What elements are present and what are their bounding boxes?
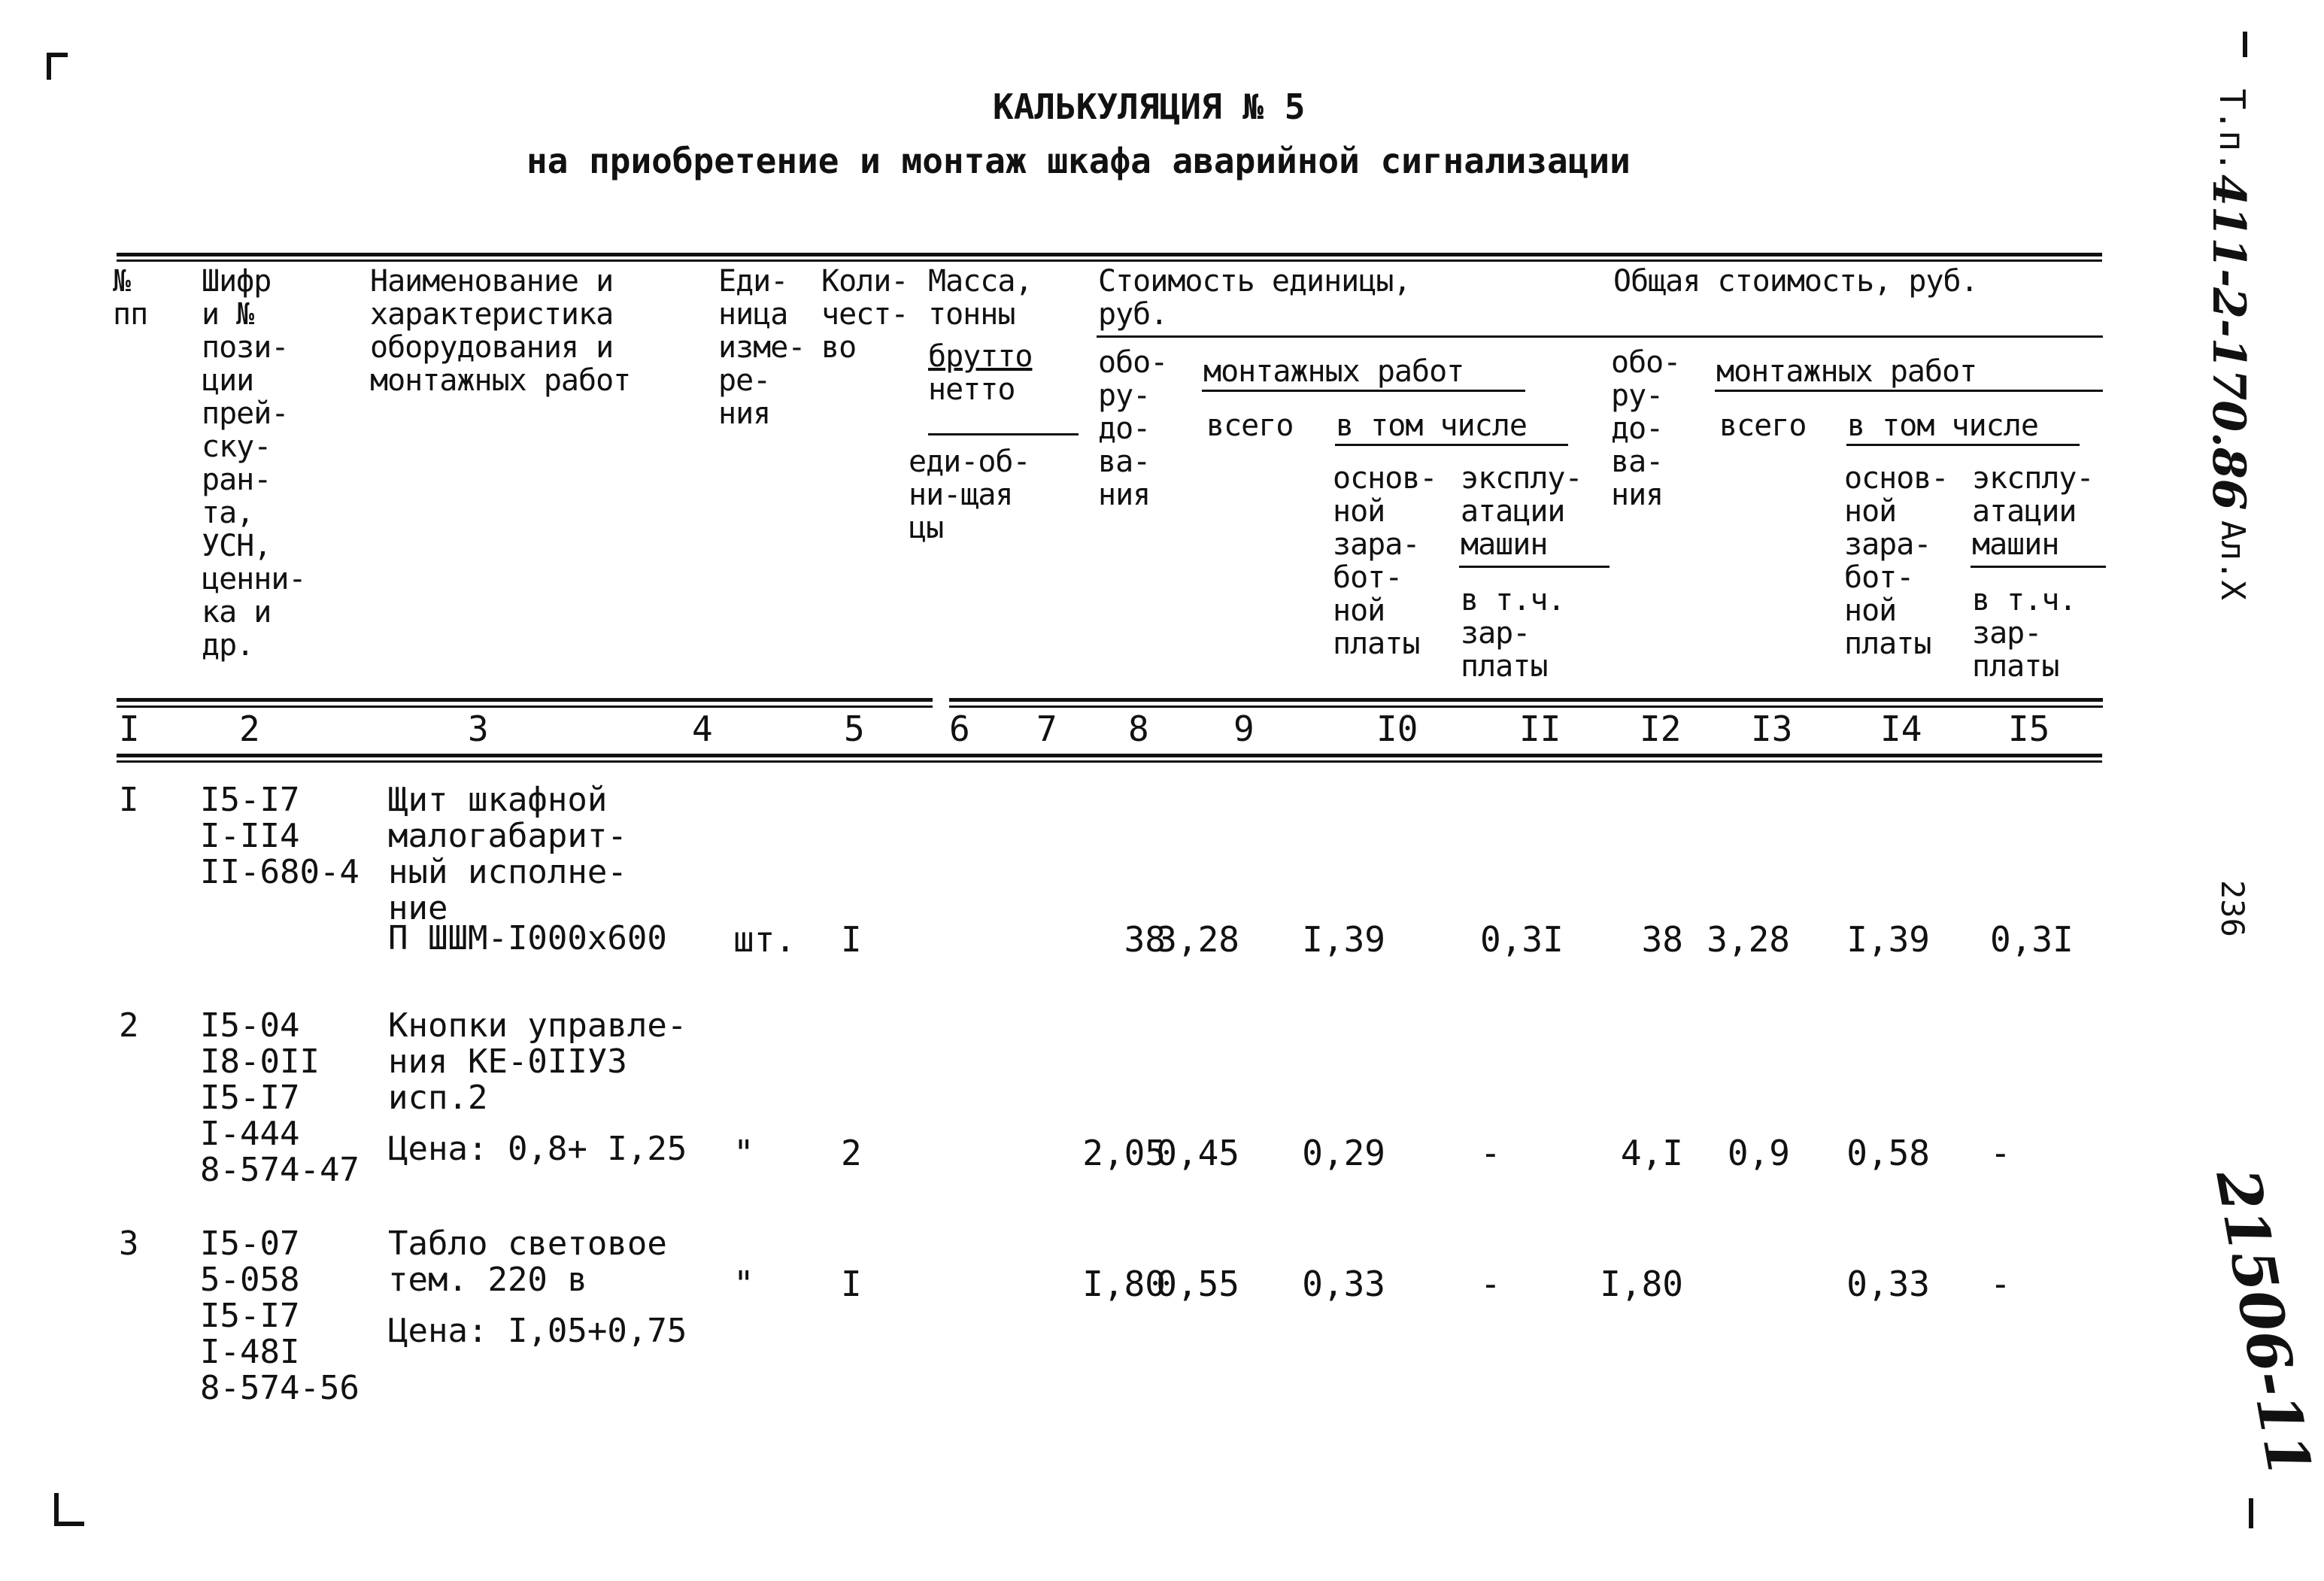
header-col-name: Наименование и характеристика оборудования и монтажных работ	[370, 264, 631, 398]
column-number: I3	[1751, 709, 1793, 749]
header-bottom-rule	[117, 698, 933, 702]
row-value-c8: 2,05	[1082, 1133, 1166, 1173]
rule-under-mont-works	[1202, 390, 1525, 392]
row-qty: I	[841, 1264, 862, 1304]
rule-under-unit-cost	[1097, 335, 2103, 338]
header-bottom-rule-2	[117, 706, 933, 708]
corner-mark-bottom-right	[2249, 1498, 2253, 1528]
header-equip: обо- ру- до- ва- ния	[1098, 345, 1168, 512]
column-number: I2	[1640, 709, 1682, 749]
row-qty: I	[841, 919, 862, 960]
header-unit-cost: Стоимость единицы, руб.	[1098, 264, 1411, 332]
column-number: I5	[2008, 709, 2050, 749]
document-title: КАЛЬКУЛЯЦИЯ № 5	[993, 86, 1306, 127]
row-unit: "	[733, 1264, 754, 1304]
row-number: 3	[119, 1224, 139, 1263]
row-number: I	[119, 781, 139, 819]
table-top-rule-2	[117, 259, 2102, 262]
row-value-c10: 0,33	[1302, 1264, 1385, 1304]
row-value-c13: 0,9	[1727, 1133, 1790, 1173]
row-value-c9: 0,45	[1156, 1133, 1239, 1173]
row-value-c13: 3,28	[1707, 919, 1790, 960]
header-v-t-ch: в т.ч. зар- платы	[1461, 583, 1565, 684]
header-expl-total: эксплу- атации машин	[1972, 461, 2094, 562]
row-value-c12: I,80	[1600, 1264, 1683, 1304]
row-code: I5-07 5-058 I5-I7 I-48I 8-574-56	[200, 1224, 360, 1407]
rule-mass-divider	[928, 433, 1079, 435]
corner-mark-top-right	[2243, 32, 2247, 57]
row-value-c14: I,39	[1846, 919, 1930, 960]
row-value-c15: -	[1990, 1264, 2011, 1304]
header-col-unit: Еди- ница изме- ре- ния	[718, 264, 806, 431]
row-value-c8: I,80	[1082, 1264, 1166, 1304]
column-number: II	[1519, 709, 1561, 749]
header-v-t-ch-total: в т.ч. зар- платы	[1972, 583, 2077, 684]
header-total-cost: Общая стоимость, руб.	[1613, 264, 1978, 299]
column-number: 7	[1036, 709, 1057, 749]
column-number: 9	[1233, 709, 1255, 749]
row-code: I5-04 I8-0II I5-I7 I-444 8-574-47	[200, 1006, 360, 1189]
row-unit: шт.	[733, 919, 796, 960]
header-equip-total: обо- ру- до- ва- ния	[1611, 345, 1681, 512]
header-osn-zp-total: основ- ной зара- бот- ной платы	[1844, 461, 1949, 661]
row-unit: "	[733, 1133, 754, 1173]
row-value-c12: 38	[1641, 919, 1683, 960]
header-mont-works-total: монтажных работ	[1716, 354, 1977, 389]
row-value-c8: 38	[1124, 919, 1166, 960]
side-tp-label: Т.п.	[2212, 89, 2253, 172]
header-bottom-rule-2b	[949, 706, 2103, 708]
header-osn-zp: основ- ной зара- бот- ной платы	[1333, 461, 1437, 661]
row-value-c9: 3,28	[1156, 919, 1239, 960]
side-sheet-label: Ал.Х	[2213, 520, 2252, 600]
header-col-mass-brutto: брутто	[928, 339, 1033, 374]
column-number: 6	[949, 709, 970, 749]
column-number: 4	[692, 709, 713, 749]
rule-under-v-tom-chisle-total	[1846, 444, 2080, 446]
column-number: I4	[1880, 709, 1922, 749]
header-col-mass-unit-total: еди-об- ни-щая цы	[909, 445, 1030, 545]
rule-under-mashin	[1459, 566, 1610, 568]
corner-mark-top-left-h	[47, 53, 68, 57]
rule-under-mont-works-total	[1715, 390, 2103, 392]
row-value-c14: 0,58	[1846, 1133, 1930, 1173]
row-name: Кнопки управле- ния КЕ-0IIУ3 исп.2	[388, 1006, 687, 1117]
column-number: 8	[1128, 709, 1149, 749]
row-name: Щит шкафной малогабарит- ный исполне- ние	[388, 781, 627, 927]
row-name-detail: П ШШМ-I000х600	[388, 919, 667, 957]
column-number: 3	[468, 709, 489, 749]
row-value-c15: 0,3I	[1990, 919, 2074, 960]
row-name: Табло световое тем. 220 в	[388, 1224, 667, 1299]
row-value-c10: 0,29	[1302, 1133, 1385, 1173]
header-v-tom-chisle-total: в том числе	[1847, 408, 2038, 443]
row-value-c9: 0,55	[1156, 1264, 1239, 1304]
side-page-number: 236	[2214, 880, 2251, 937]
header-col-mass-netto: нетто	[928, 372, 1015, 407]
header-col-number: № пп	[113, 264, 148, 332]
row-number: 2	[119, 1006, 139, 1045]
row-value-c14: 0,33	[1846, 1264, 1930, 1304]
colnum-bottom-rule-2	[117, 760, 2102, 763]
row-value-c11: -	[1480, 1264, 1501, 1304]
header-vsego-total: всего	[1719, 408, 1807, 443]
colnum-bottom-rule	[117, 754, 2102, 757]
row-value-c11: -	[1480, 1133, 1501, 1173]
column-number: I	[119, 709, 140, 749]
document-subtitle: на приобретение и монтаж шкафа аварийной сигнализации	[526, 141, 1631, 181]
row-qty: 2	[841, 1133, 862, 1173]
header-col-mass: Масса, тонны	[928, 264, 1033, 332]
row-value-c10: I,39	[1302, 919, 1385, 960]
row-value-c15: -	[1990, 1133, 2011, 1173]
row-name-detail: Цена: 0,8+ I,25	[388, 1130, 687, 1168]
column-number: I0	[1376, 709, 1418, 749]
header-v-tom-chisle: в том числе	[1336, 408, 1527, 443]
row-name-detail: Цена: I,05+0,75	[388, 1312, 687, 1350]
table-top-rule	[117, 253, 2102, 256]
corner-mark-bottom-left-h	[54, 1522, 84, 1526]
rule-under-mashin-total	[1971, 566, 2106, 568]
header-expl: эксплу- атации машин	[1461, 461, 1582, 562]
side-code-handwritten: 21506-11	[2202, 1164, 2324, 1482]
header-mont-works: монтажных работ	[1203, 354, 1464, 389]
row-code: I5-I7 I-II4 II-680-4	[200, 781, 360, 891]
row-value-c11: 0,3I	[1480, 919, 1564, 960]
row-value-c12: 4,I	[1620, 1133, 1683, 1173]
header-vsego: всего	[1206, 408, 1294, 443]
column-number: 5	[844, 709, 865, 749]
header-bottom-rule-b	[949, 698, 2103, 702]
header-col-code: Шифр и № пози- ции прей- ску- ран- та, УСН, ценни- ка и др.	[202, 264, 306, 663]
rule-under-v-tom-chisle	[1335, 444, 1568, 446]
header-col-qty: Коли- чест- во	[821, 264, 909, 365]
column-number: 2	[239, 709, 260, 749]
side-tp-number: 411-2-170.86	[2202, 174, 2255, 511]
